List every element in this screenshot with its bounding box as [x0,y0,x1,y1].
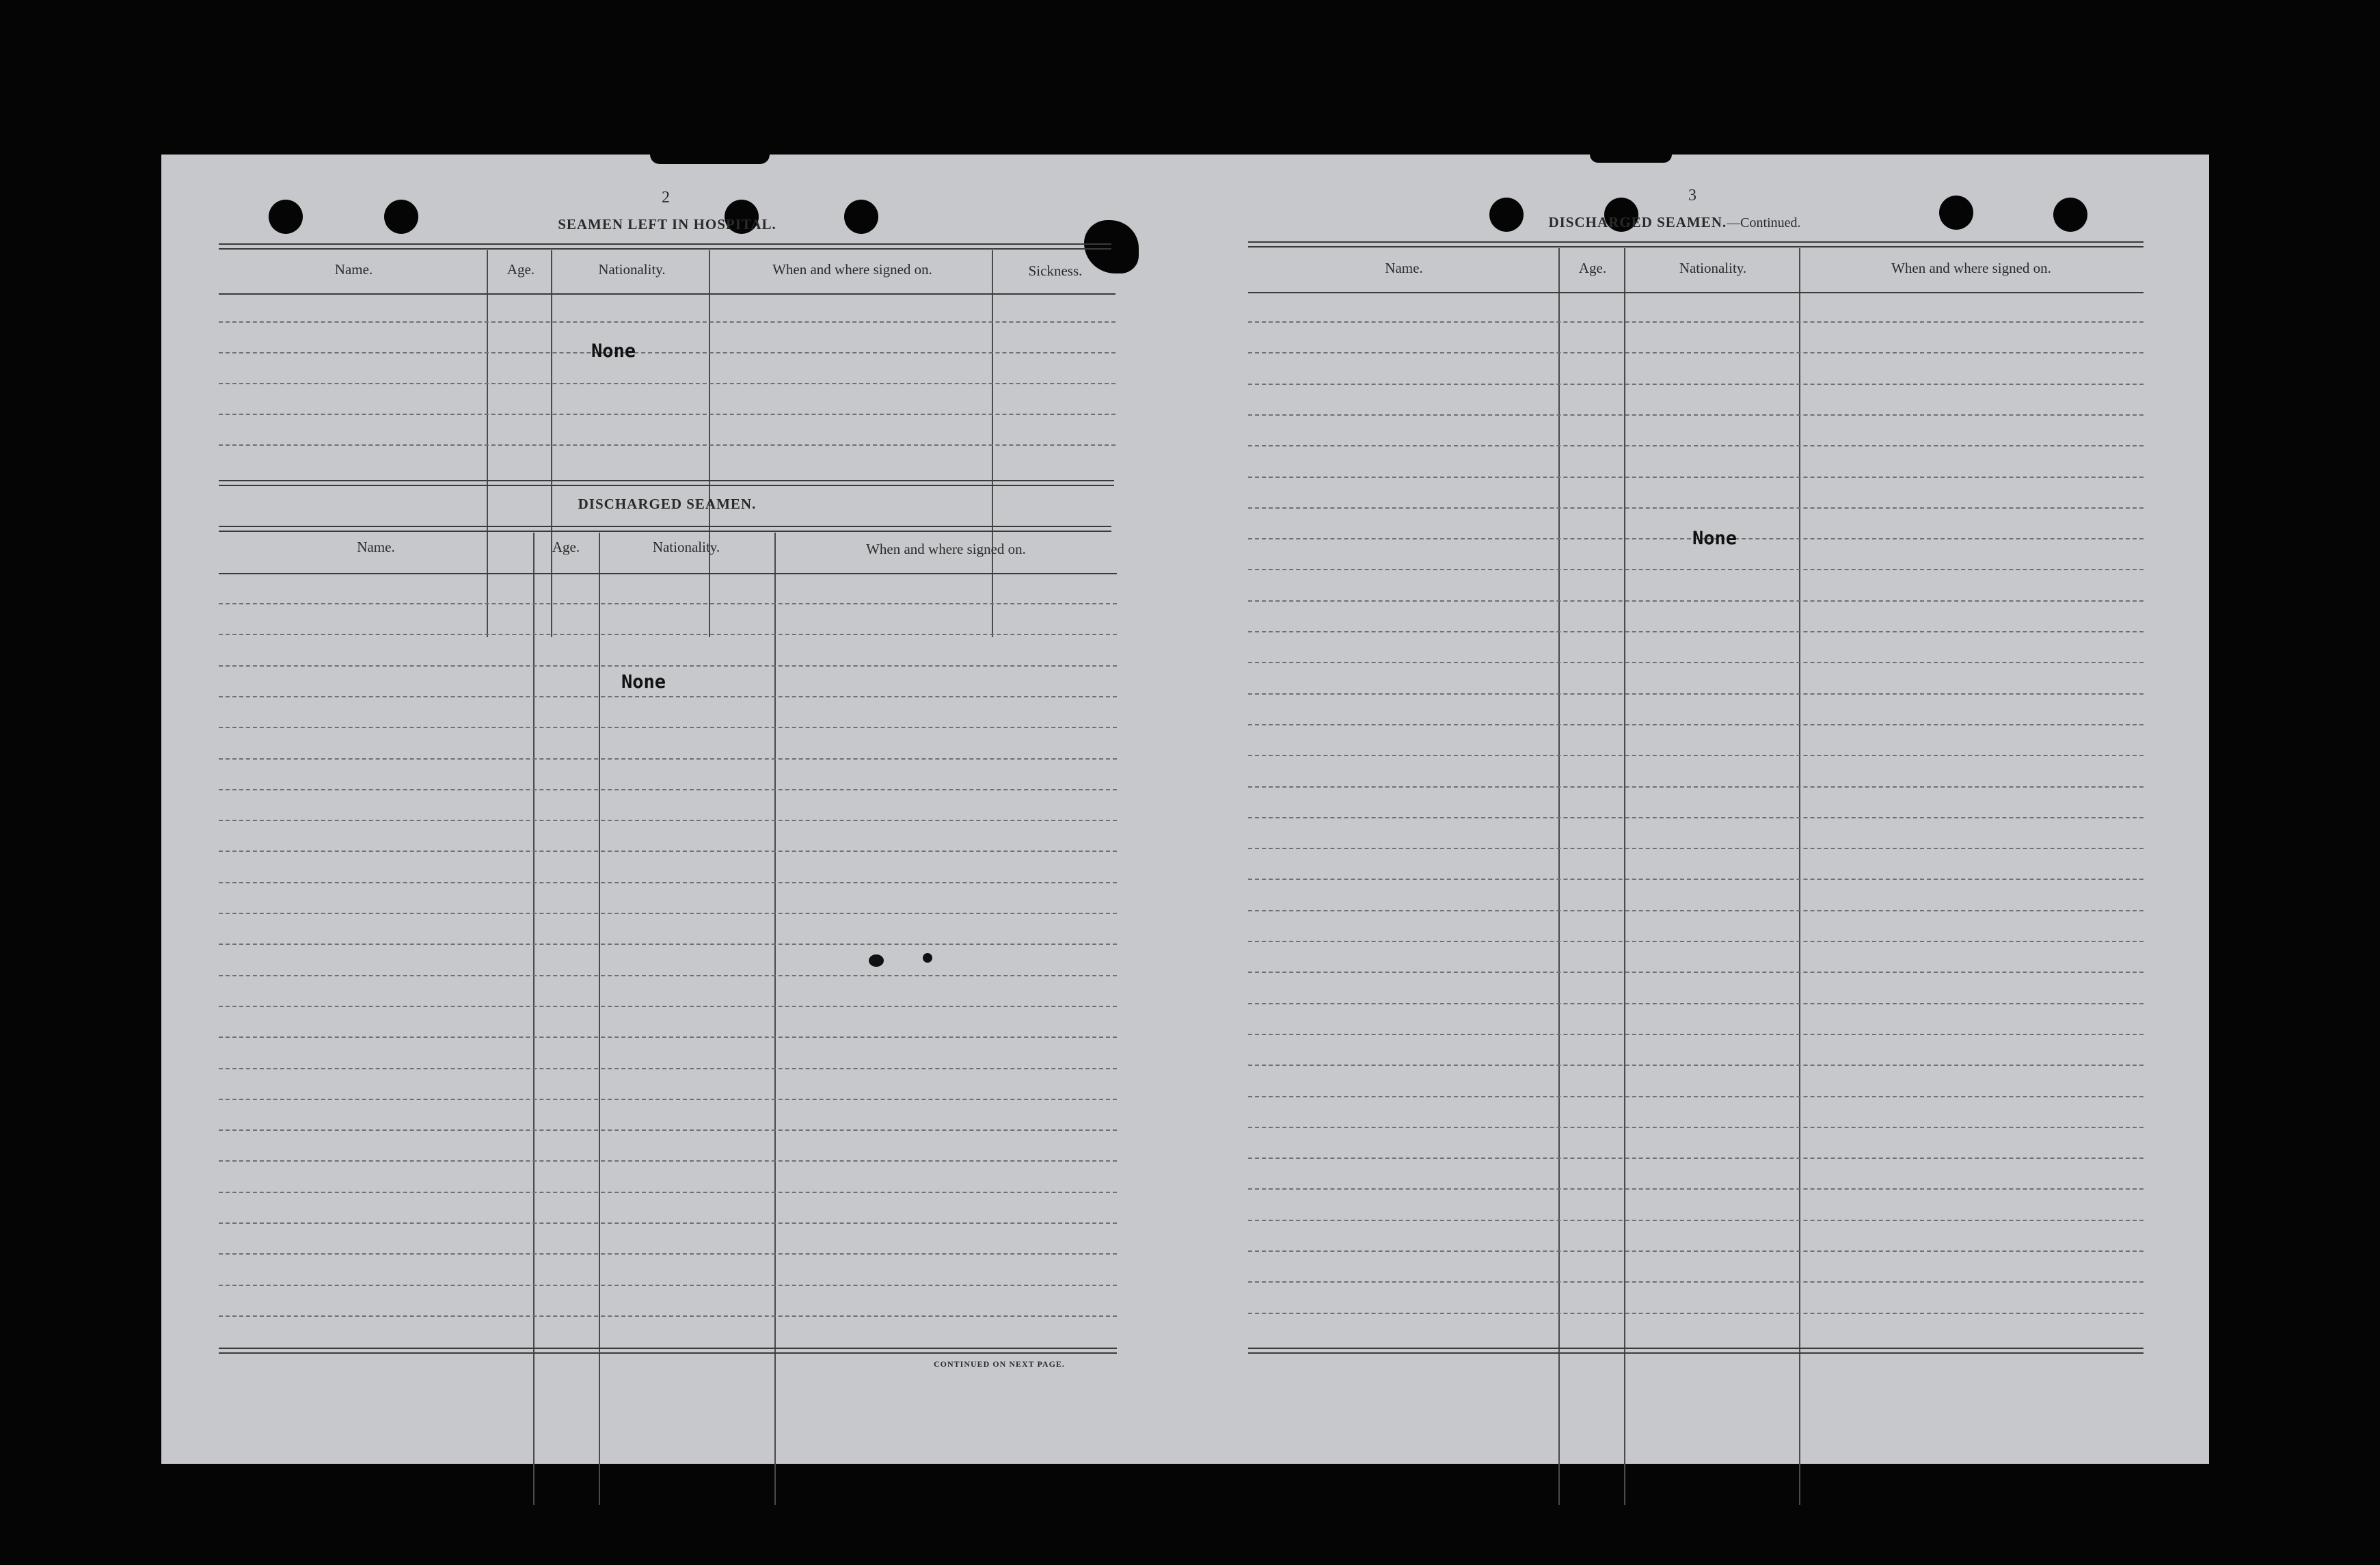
dashed-row-line [219,944,1117,945]
dashed-row-line [219,1192,1117,1193]
dashed-row-line [219,882,1117,883]
dashed-row-line [1248,755,2144,756]
dashed-row-line [1248,631,2144,632]
column-divider [551,250,552,637]
column-header-signed-on: When and where signed on. [772,261,932,278]
discharged-section-title: DISCHARGED SEAMEN. [578,496,757,512]
torn-edge [1590,155,1672,163]
dashed-row-line [1248,384,2144,385]
dashed-row-line [1248,1220,2144,1221]
dashed-row-line [219,1099,1117,1100]
dashed-row-line [1248,879,2144,880]
dashed-row-line [1248,600,2144,602]
dashed-row-line [1248,1188,2144,1190]
dashed-row-line [219,1006,1117,1007]
dashed-row-line [219,758,1117,760]
column-divider [533,533,535,1505]
dashed-row-line [1248,786,2144,788]
dashed-row-line [1248,848,2144,849]
header-underline [219,293,1115,295]
dashed-row-line [1248,352,2144,353]
ledger-sheet [161,155,2209,1464]
ink-blot [869,954,884,967]
page-number-left: 2 [662,189,670,206]
torn-edge [650,155,770,164]
punch-hole [384,200,418,234]
dashed-row-line [1248,1250,2144,1252]
dashed-row-line [219,1129,1117,1131]
dashed-row-line [219,383,1115,384]
ink-blot [923,953,932,963]
dashed-row-line [219,634,1117,635]
column-header-name: Name. [334,261,373,278]
column-header-signed-on: When and where signed on. [1891,260,2051,276]
dashed-row-line [219,352,1115,353]
dashed-row-line [1248,662,2144,663]
column-header-signed-on: When and where signed on. [866,541,1026,557]
column-divider [1799,248,1800,1505]
dashed-row-line [1248,693,2144,695]
header-rule [219,526,1111,532]
dashed-row-line [219,851,1117,852]
continued-suffix: —Continued. [1727,215,1801,230]
dashed-row-line [219,1068,1117,1069]
column-header-name: Name. [1385,260,1423,276]
column-header-age: Age. [506,261,535,278]
dashed-row-line [1248,445,2144,446]
column-divider [1624,248,1625,1505]
dashed-row-line [1248,1065,2144,1066]
column-divider [709,250,710,637]
dashed-row-line [219,414,1115,415]
dashed-row-line [219,665,1117,667]
none-stamp: None [621,671,666,693]
none-stamp: None [591,340,636,362]
dashed-row-line [1248,817,2144,818]
dashed-row-line [1248,941,2144,942]
column-header-sickness: Sickness. [1028,263,1083,279]
dashed-row-line [1248,1158,2144,1159]
dashed-row-line [1248,1003,2144,1004]
column-divider [992,250,993,637]
header-underline [219,573,1117,574]
dashed-row-line [1248,724,2144,725]
header-rule [219,243,1111,250]
column-header-nationality: Nationality. [652,539,720,555]
dashed-row-line [219,1036,1117,1038]
column-divider [487,250,488,637]
column-header-nationality: Nationality. [598,261,666,278]
punch-hole [2053,198,2087,232]
dashed-row-line [219,1315,1117,1317]
dashed-row-line [219,1160,1117,1162]
punch-hole [1939,196,1973,230]
dashed-row-line [1248,1281,2144,1283]
column-header-age: Age. [1578,260,1607,276]
column-divider [1558,248,1560,1505]
column-header-age: Age. [552,539,580,555]
dashed-row-line [1248,507,2144,509]
column-divider [774,533,776,1505]
hospital-section-title: SEAMEN LEFT IN HOSPITAL. [558,216,776,232]
column-header-name: Name. [357,539,395,555]
bottom-rule [219,1348,1117,1354]
dashed-row-line [219,789,1117,790]
column-header-nationality: Nationality. [1679,260,1747,276]
dashed-row-line [1248,1313,2144,1314]
punch-hole [269,200,303,234]
column-divider [599,533,600,1505]
dashed-row-line [219,696,1117,697]
bottom-rule [1248,1348,2144,1354]
dashed-row-line [1248,414,2144,416]
dashed-row-line [219,913,1117,914]
dashed-row-line [1248,910,2144,911]
dashed-row-line [1248,477,2144,478]
dashed-row-line [1248,972,2144,973]
dashed-row-line [219,820,1117,821]
dashed-row-line [219,444,1115,446]
dashed-row-line [1248,1034,2144,1035]
dashed-row-line [1248,1096,2144,1097]
dashed-row-line [219,1222,1117,1224]
dashed-row-line [219,727,1117,728]
page-number-right: 3 [1688,187,1696,204]
header-rule [1248,241,2144,248]
discharged-continued-title-text: DISCHARGED SEAMEN. [1548,214,1727,230]
dashed-row-line [219,975,1117,976]
header-underline [1248,292,2144,293]
dashed-row-line [1248,569,2144,570]
continued-note: CONTINUED ON NEXT PAGE. [934,1359,1065,1369]
dashed-row-line [219,1253,1117,1255]
dashed-row-line [1248,1127,2144,1128]
none-stamp: None [1692,528,1737,549]
dashed-row-line [219,321,1115,323]
discharged-continued-title [1517,214,1832,231]
dashed-row-line [219,603,1117,604]
section-rule [219,480,1114,486]
dashed-row-line [1248,321,2144,323]
dashed-row-line [219,1285,1117,1286]
